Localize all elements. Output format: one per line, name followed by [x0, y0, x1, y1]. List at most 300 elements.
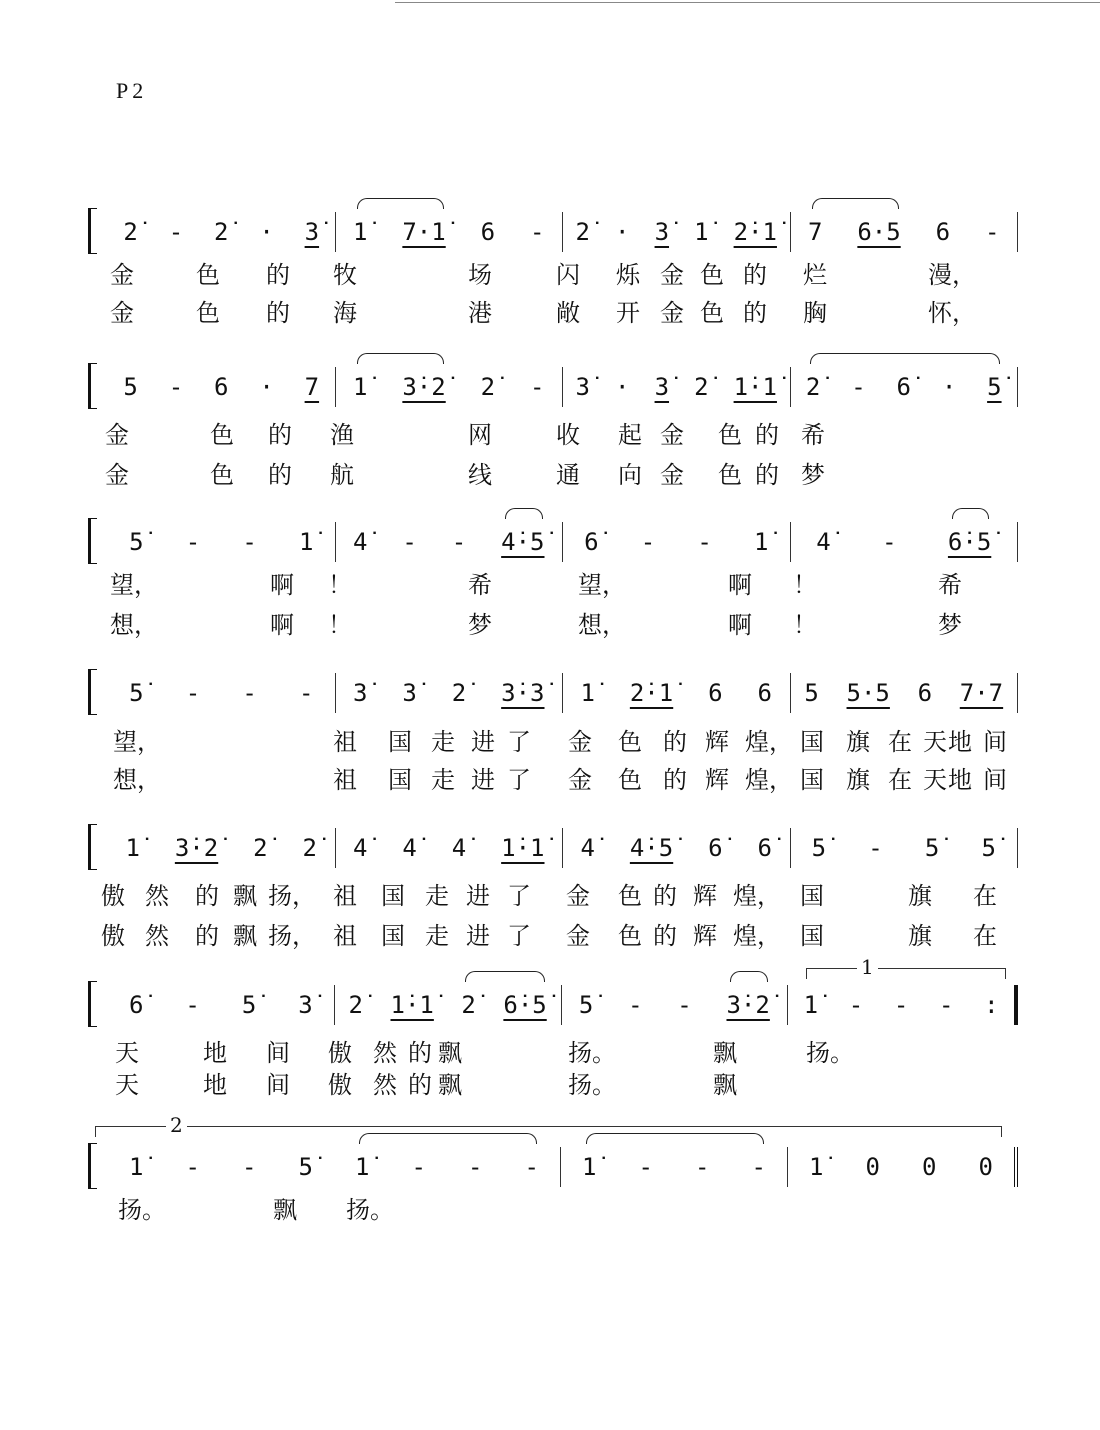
dash-extension: - [242, 528, 257, 556]
lyric-syllable: 开 [616, 299, 640, 327]
lyric-syllable: 走 [425, 882, 449, 910]
measure [791, 212, 1019, 252]
note: 5̇ [241, 991, 257, 1019]
lyric-syllable: 的 [268, 421, 292, 449]
measure [563, 367, 791, 407]
lyric-syllable: 牧 [333, 261, 357, 289]
score-system [88, 985, 1018, 1035]
system-bracket [88, 208, 97, 254]
slur [465, 971, 544, 982]
lyric-syllable: 了 [507, 728, 531, 756]
dash-extension: - [185, 1153, 200, 1181]
note: : [984, 991, 999, 1019]
dash-extension: - [411, 1153, 426, 1181]
lyric-syllable: 旗 [908, 922, 932, 950]
dash-extension: - [168, 218, 184, 246]
lyric-syllable: 进 [471, 766, 495, 794]
note: 1̇ [125, 834, 140, 862]
note: 3̇ [304, 218, 320, 246]
lyric-syllable: 的 [743, 261, 767, 289]
slur [810, 353, 1000, 364]
lyric-syllable: 金 [660, 299, 684, 327]
lyric-syllable: 国 [800, 766, 824, 794]
page-top-edge [395, 2, 1100, 3]
lyric-syllable: 烁 [616, 261, 640, 289]
measure [335, 985, 562, 1025]
measure [788, 985, 1018, 1025]
dash-extension: - [468, 1153, 483, 1181]
dash-extension: - [697, 528, 712, 556]
lyric-syllable: 飘 [713, 1071, 737, 1099]
lyric-syllable: 向 [618, 461, 642, 489]
measure [108, 828, 336, 868]
slur [357, 198, 444, 209]
volta-bracket [95, 1113, 1002, 1137]
lyric-syllable: 线 [468, 461, 492, 489]
dash-extension: - [882, 528, 897, 556]
note: · [941, 373, 957, 401]
lyric-syllable: 胸 [803, 299, 827, 327]
slur [730, 971, 767, 982]
measure [788, 1147, 1018, 1187]
volta-number: 1 [857, 955, 878, 979]
measure [563, 212, 791, 252]
lyric-syllable: 了 [507, 766, 531, 794]
lyric-syllable: 在 [973, 882, 997, 910]
note: 3̇·2̇ [402, 373, 446, 401]
system-bracket [88, 363, 97, 409]
measure [108, 985, 335, 1025]
lyric-syllable: 国 [388, 766, 412, 794]
note: 2̇ [480, 373, 496, 401]
lyric-syllable: 金 [568, 766, 592, 794]
lyric-syllable: 天 [923, 766, 947, 794]
note: 3̇ [298, 991, 313, 1019]
lyric-syllable: 辉 [693, 882, 717, 910]
lyric-syllable: 飘 [273, 1196, 297, 1224]
lyric-syllable: 的 [195, 922, 219, 950]
lyric-syllable: 金 [660, 421, 684, 449]
lyric-syllable: 天 [115, 1071, 139, 1099]
lyric-syllable: 色 [618, 922, 642, 950]
note: 0 [865, 1153, 880, 1181]
note: 0 [978, 1153, 993, 1181]
lyric-syllable: 在 [888, 728, 912, 756]
lyric-syllable: 色 [700, 299, 724, 327]
dash-extension: - [695, 1153, 710, 1181]
lyric-syllable: ！ [328, 611, 352, 639]
measure [563, 673, 791, 713]
lyric-syllable: 飘 [438, 1039, 462, 1067]
measure [336, 828, 564, 868]
volta-bracket [806, 955, 1006, 979]
note: 1̇ [580, 679, 595, 707]
lyric-syllable: 飘 [233, 922, 257, 950]
lyric-syllable: 的 [653, 922, 677, 950]
slur [505, 508, 542, 519]
measure [336, 673, 564, 713]
lyric-syllable: 走 [431, 766, 455, 794]
note: 6 [214, 373, 229, 401]
note: 2̇ [123, 218, 138, 246]
note: 1̇ [129, 1153, 144, 1181]
lyric-syllable: 金 [110, 261, 134, 289]
lyric-syllable: 进 [471, 728, 495, 756]
note: 5̇ [298, 1153, 313, 1181]
lyric-syllable: 的 [408, 1071, 432, 1099]
lyric-syllable: 的 [266, 261, 290, 289]
lyric-syllable: 的 [755, 461, 779, 489]
note: 5̇ [129, 679, 144, 707]
dash-extension: - [893, 991, 909, 1019]
lyric-syllable: 地 [948, 728, 972, 756]
note: 2̇·1̇ [733, 218, 777, 246]
lyric-syllable: 间 [266, 1039, 290, 1067]
lyric-syllable: 想， [110, 611, 158, 639]
lyric-syllable: 色 [618, 882, 642, 910]
measure [563, 522, 791, 562]
lyric-syllable: 漫， [928, 261, 976, 289]
lyric-syllable: 扬。 [806, 1039, 854, 1067]
dash-extension: - [451, 528, 467, 556]
lyric-syllable: 间 [266, 1071, 290, 1099]
lyric-syllable: 走 [431, 728, 455, 756]
lyric-syllable: 傲 [328, 1039, 352, 1067]
lyric-syllable: 海 [333, 299, 357, 327]
lyric-syllable: 烂 [803, 261, 827, 289]
lyric-syllable: 望， [113, 728, 161, 756]
lyric-syllable: 辉 [693, 922, 717, 950]
note: 6̇ [584, 528, 599, 556]
note: 5̇ [987, 373, 1002, 401]
note: 7 [304, 373, 320, 401]
lyric-syllable: 闪 [556, 261, 580, 289]
lyric-syllable: 扬。 [568, 1039, 616, 1067]
note: 3̇·2̇ [174, 834, 219, 862]
lyric-syllable: 进 [466, 882, 490, 910]
lyric-syllable: ！ [793, 571, 817, 599]
dash-extension: - [524, 1153, 539, 1181]
dash-extension: - [751, 1153, 766, 1181]
lyric-syllable: 的 [755, 421, 779, 449]
lyric-syllable: 收 [556, 421, 580, 449]
lyric-syllable: 色 [718, 421, 742, 449]
lyric-syllable: 国 [800, 728, 824, 756]
lyric-syllable: 的 [195, 882, 219, 910]
lyric-syllable: 祖 [333, 728, 357, 756]
lyric-syllable: 旗 [908, 882, 932, 910]
dash-extension: - [185, 991, 200, 1019]
lyric-syllable: 金 [568, 728, 592, 756]
note: 2̇·1̇ [629, 679, 674, 707]
lyric-syllable: 然 [373, 1071, 397, 1099]
dash-extension: - [185, 528, 201, 556]
note: 3̇ [654, 218, 670, 246]
lyric-syllable: 希 [938, 571, 962, 599]
dash-extension: - [640, 528, 656, 556]
note: 3̇ [654, 373, 670, 401]
lyric-syllable: 了 [507, 882, 531, 910]
note: 7 [807, 218, 823, 246]
lyric-syllable: 煌， [745, 766, 793, 794]
page-number: P2 [116, 78, 148, 103]
note: 1̇ [352, 218, 368, 246]
note: 0 [922, 1153, 937, 1181]
measure [108, 1147, 561, 1187]
note: 5·5 [846, 679, 890, 707]
lyric-syllable: 想， [113, 766, 161, 794]
dash-extension: - [530, 373, 545, 401]
note: 1̇·1̇ [390, 991, 434, 1019]
score-system [88, 1147, 1018, 1197]
lyric-syllable: 地 [203, 1071, 227, 1099]
note: 5 [123, 373, 138, 401]
measure [108, 212, 336, 252]
lyric-syllable: 扬， [268, 882, 316, 910]
lyric-syllable: 飘 [233, 882, 257, 910]
lyric-syllable: 金 [110, 299, 134, 327]
lyric-syllable: 扬。 [118, 1196, 166, 1224]
lyric-syllable: 飘 [438, 1071, 462, 1099]
system-bracket [88, 669, 97, 715]
lyric-syllable: 的 [408, 1039, 432, 1067]
note: · [259, 218, 274, 246]
lyric-syllable: 的 [268, 461, 292, 489]
note: 6̇ [128, 991, 144, 1019]
note: 6 [935, 218, 951, 246]
note: 6·5 [857, 218, 901, 246]
note: 4̇ [451, 834, 467, 862]
lyric-syllable: 煌， [733, 882, 781, 910]
lyric-syllable: 梦 [468, 611, 492, 639]
note: 2̇ [451, 679, 467, 707]
lyric-syllable: 国 [381, 922, 405, 950]
lyric-syllable: 煌， [733, 922, 781, 950]
note: 1̇ [753, 528, 769, 556]
lyric-syllable: 金 [660, 461, 684, 489]
note: 3̇·3̇ [501, 679, 545, 707]
note: 7·7 [959, 679, 1004, 707]
lyric-syllable: 国 [800, 922, 824, 950]
lyric-syllable: 天 [115, 1039, 139, 1067]
note: 4̇ [352, 834, 368, 862]
volta-number: 2 [166, 1113, 187, 1137]
lyric-syllable: 地 [203, 1039, 227, 1067]
note: 7·1̇ [402, 218, 446, 246]
note: 5 [804, 679, 819, 707]
lyric-syllable: 望， [578, 571, 626, 599]
dash-extension: - [985, 218, 1000, 246]
lyric-syllable: 扬。 [568, 1071, 616, 1099]
note: 6̇ [757, 834, 772, 862]
lyric-syllable: 的 [743, 299, 767, 327]
note: 5̇ [981, 834, 996, 862]
note: 2̇ [694, 373, 709, 401]
dash-extension: - [868, 834, 883, 862]
score-system [88, 522, 1018, 572]
lyric-syllable: 航 [330, 461, 354, 489]
note: 3̇ [575, 373, 590, 401]
note: · [259, 373, 274, 401]
note: 5̇ [811, 834, 827, 862]
note: 6̇ [708, 834, 723, 862]
note: 1̇ [352, 373, 368, 401]
measure [108, 522, 336, 562]
note: 2̇ [575, 218, 590, 246]
score-system [88, 212, 1018, 262]
lyric-syllable: 辉 [705, 728, 729, 756]
lyric-syllable: 的 [663, 766, 687, 794]
note: 2̇ [302, 834, 317, 862]
dash-extension: - [402, 528, 417, 556]
lyric-syllable: 国 [388, 728, 412, 756]
lyric-syllable: 啊 [728, 571, 752, 599]
lyric-syllable: 望， [110, 571, 158, 599]
lyric-syllable: 金 [566, 882, 590, 910]
lyric-syllable: 祖 [333, 882, 357, 910]
dash-extension: - [185, 679, 201, 707]
lyric-syllable: 的 [266, 299, 290, 327]
note: 1̇ [803, 991, 819, 1019]
slur [357, 353, 444, 364]
lyric-syllable: 天 [923, 728, 947, 756]
lyric-syllable: 祖 [333, 766, 357, 794]
note: · [615, 218, 630, 246]
note: 1̇·1̇ [733, 373, 777, 401]
lyric-syllable: 扬， [268, 922, 316, 950]
lyric-syllable: 色 [210, 461, 234, 489]
note: 6 [917, 679, 933, 707]
lyric-syllable: 扬。 [346, 1196, 394, 1224]
note: 2̇ [348, 991, 363, 1019]
note: 1̇ [809, 1153, 824, 1181]
system-bracket [88, 1143, 97, 1189]
lyric-syllable: 色 [618, 766, 642, 794]
measure [108, 673, 336, 713]
dash-extension: - [298, 679, 314, 707]
lyric-syllable: 然 [145, 922, 169, 950]
lyric-syllable: 想， [578, 611, 626, 639]
note: 4̇·5̇ [501, 528, 545, 556]
lyric-syllable: 间 [983, 766, 1007, 794]
note: 5̇ [924, 834, 940, 862]
lyric-syllable: 色 [700, 261, 724, 289]
dash-extension: - [242, 1153, 257, 1181]
lyric-syllable: 间 [983, 728, 1007, 756]
note: 1̇ [694, 218, 709, 246]
lyric-syllable: 怀， [928, 299, 976, 327]
dash-extension: - [168, 373, 184, 401]
measure [336, 367, 564, 407]
lyric-syllable: 的 [653, 882, 677, 910]
lyric-syllable: 进 [466, 922, 490, 950]
lyric-syllable: 啊 [728, 611, 752, 639]
system-bracket [88, 981, 97, 1027]
lyric-syllable: 傲 [101, 882, 125, 910]
score-system [88, 828, 1018, 878]
note: 4̇·5̇ [629, 834, 674, 862]
lyric-syllable: 色 [196, 299, 220, 327]
lyric-syllable: 煌， [745, 728, 793, 756]
system-bracket [88, 824, 97, 870]
note: 4̇ [352, 528, 368, 556]
dash-extension: - [628, 991, 643, 1019]
measure [791, 522, 1019, 562]
lyric-syllable: 金 [105, 461, 129, 489]
note: 2̇ [461, 991, 476, 1019]
lyric-syllable: 梦 [938, 611, 962, 639]
note: 2̇ [253, 834, 268, 862]
lyric-syllable: 旗 [846, 728, 870, 756]
lyric-syllable: ！ [793, 611, 817, 639]
measure [563, 828, 791, 868]
measure [562, 985, 789, 1025]
note: 1̇ [582, 1153, 597, 1181]
measure [336, 522, 564, 562]
note: · [615, 373, 630, 401]
lyric-syllable: 国 [381, 882, 405, 910]
dash-extension: - [242, 679, 257, 707]
lyric-syllable: 色 [210, 421, 234, 449]
lyric-syllable: 梦 [801, 461, 825, 489]
lyric-syllable: 傲 [101, 922, 125, 950]
note: 3̇ [402, 679, 417, 707]
lyric-syllable: 金 [105, 421, 129, 449]
lyric-syllable: 色 [718, 461, 742, 489]
dash-extension: - [677, 991, 692, 1019]
lyric-syllable: 啊 [270, 611, 294, 639]
lyric-syllable: 在 [888, 766, 912, 794]
lyric-syllable: 然 [373, 1039, 397, 1067]
lyric-syllable: 色 [618, 728, 642, 756]
lyric-syllable: 啊 [270, 571, 294, 599]
lyric-syllable: 国 [800, 882, 824, 910]
lyric-syllable: 旗 [846, 766, 870, 794]
note: 6̇ [896, 373, 911, 401]
lyric-syllable: 港 [468, 299, 492, 327]
lyric-syllable: 金 [566, 922, 590, 950]
lyric-syllable: 起 [618, 421, 642, 449]
slur [952, 508, 989, 519]
note: 6̇·5̇ [947, 528, 992, 556]
note: 6 [708, 679, 723, 707]
measure [791, 673, 1019, 713]
measure [108, 367, 336, 407]
score-system [88, 673, 1018, 723]
dash-extension: - [530, 218, 545, 246]
system-bracket [88, 518, 97, 564]
lyric-syllable: 了 [507, 922, 531, 950]
note: 2̇ [214, 218, 229, 246]
lyric-syllable: 然 [145, 882, 169, 910]
lyric-syllable: 在 [973, 922, 997, 950]
lyric-syllable: 地 [948, 766, 972, 794]
note: 3̇ [352, 679, 368, 707]
lyric-syllable: 的 [663, 728, 687, 756]
lyric-syllable: 祖 [333, 922, 357, 950]
note: 1̇ [355, 1153, 370, 1181]
note: 1̇·1̇ [501, 834, 545, 862]
lyric-syllable: 希 [801, 421, 825, 449]
note: 4̇ [816, 528, 831, 556]
note: 3̇·2̇ [726, 991, 770, 1019]
dash-extension: - [848, 991, 864, 1019]
note: 1̇ [298, 528, 314, 556]
lyric-syllable: 走 [425, 922, 449, 950]
measure [791, 367, 1019, 407]
note: 5̇ [129, 528, 144, 556]
note: 4̇ [580, 834, 595, 862]
